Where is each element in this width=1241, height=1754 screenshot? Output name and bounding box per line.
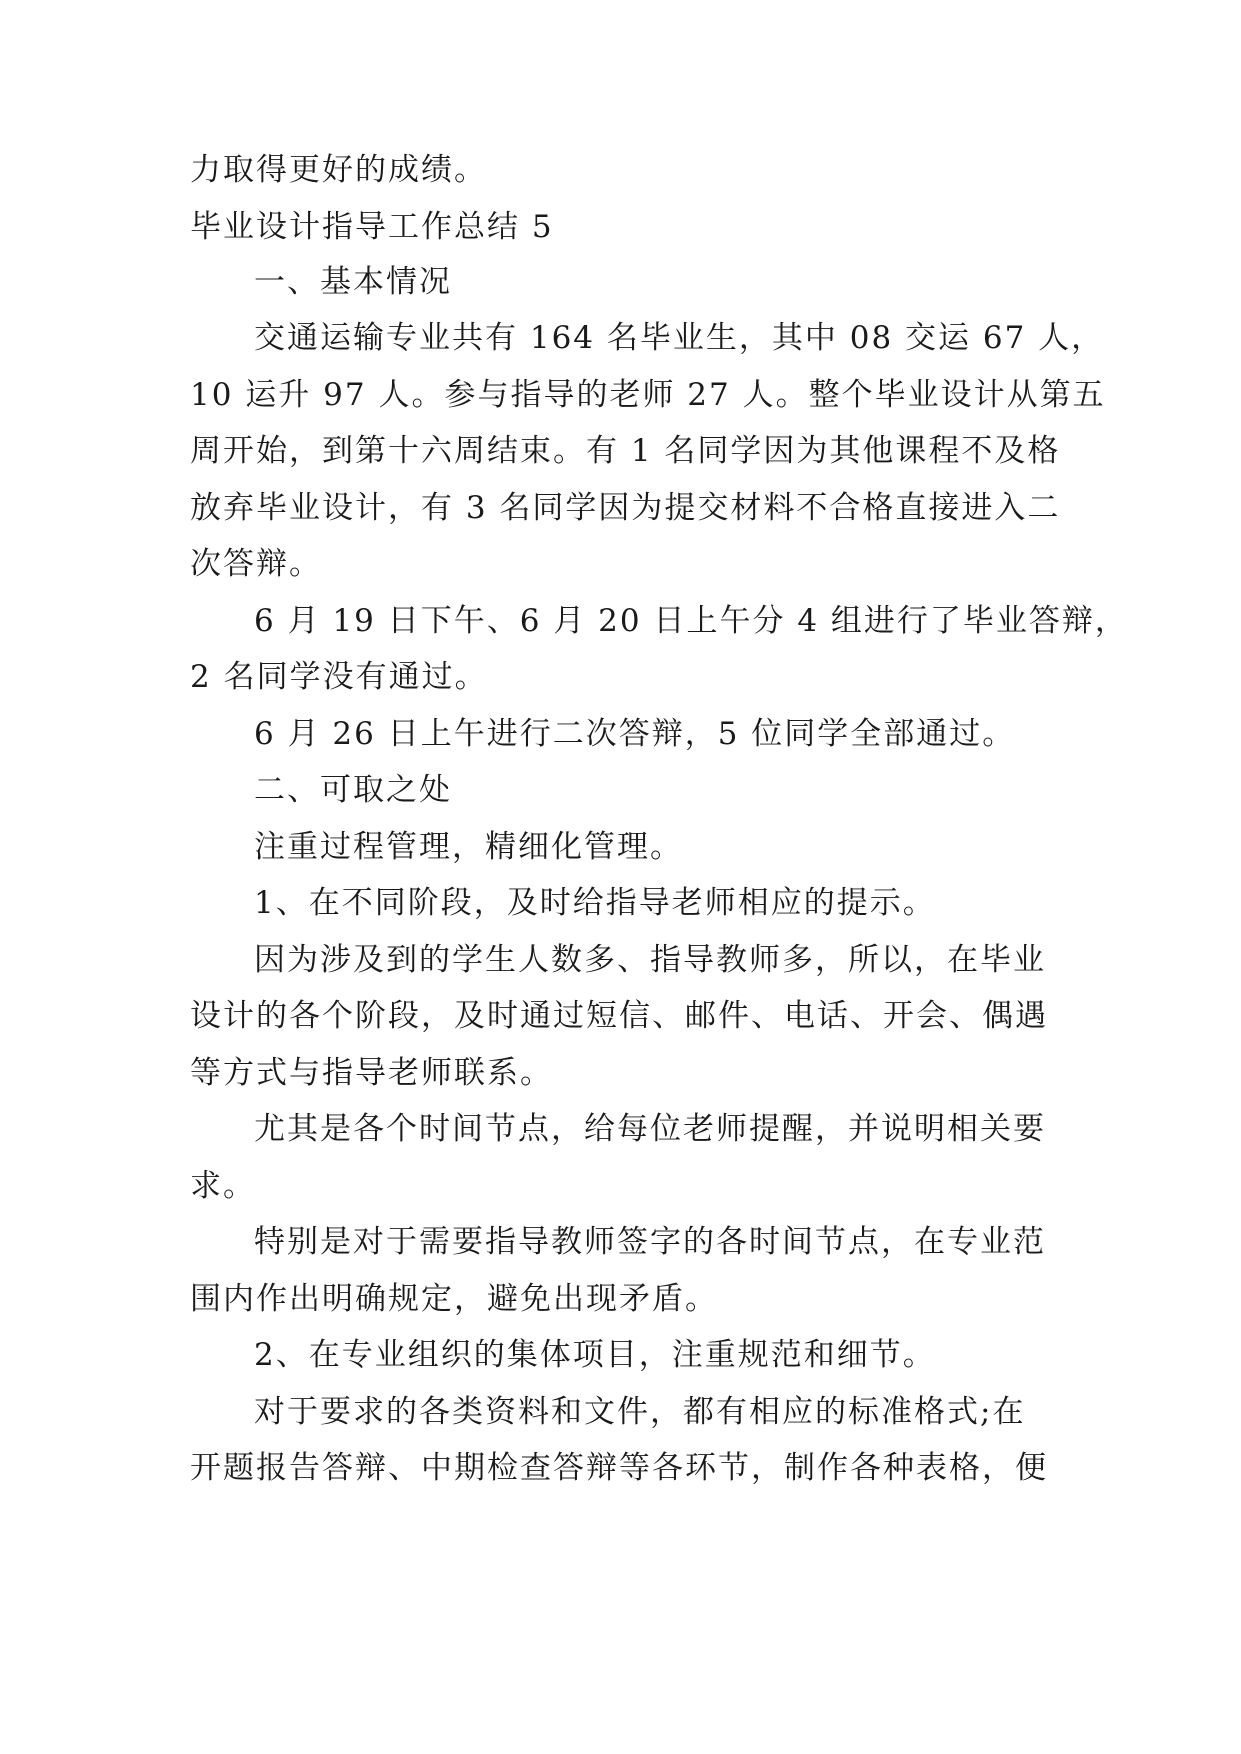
text-line: 2、在专业组织的集体项目，注重规范和细节。 [254, 1337, 936, 1373]
text-line: 特别是对于需要指导教师签字的各时间节点，在专业范 [254, 1224, 1046, 1260]
text-line: 放弃毕业设计，有 3 名同学因为提交材料不合格直接进入二 [190, 490, 1061, 526]
text-line: 围内作出明确规定，避免出现矛盾。 [190, 1281, 718, 1317]
text-line: 对于要求的各类资料和文件，都有相应的标准格式;在 [254, 1394, 1026, 1430]
text-line: 设计的各个阶段，及时通过短信、邮件、电话、开会、偶遇 [190, 998, 1048, 1034]
text-line: 开题报告答辩、中期检查答辩等各环节，制作各种表格，便 [190, 1450, 1048, 1486]
text-line: 10 运升 97 人。参与指导的老师 27 人。整个毕业设计从第五 [190, 377, 1106, 413]
text-line: 力取得更好的成绩。 [190, 152, 487, 188]
text-line: 6 月 26 日上午进行二次答辩，5 位同学全部通过。 [254, 716, 1016, 752]
text-line: 因为涉及到的学生人数多、指导教师多，所以，在毕业 [254, 942, 1046, 978]
text-line: 交通运输专业共有 164 名毕业生，其中 08 交运 67 人， [254, 320, 1105, 356]
heading-merits: 二、可取之处 [254, 772, 452, 808]
text-line: 尤其是各个时间节点，给每位老师提醒，并说明相关要 [254, 1111, 1046, 1147]
text-line: 6 月 19 日下午、6 月 20 日上午分 4 组进行了毕业答辩， [254, 603, 1128, 639]
text-line: 求。 [190, 1168, 256, 1204]
section-title: 毕业设计指导工作总结 5 [190, 209, 554, 245]
text-line: 周开始，到第十六周结束。有 1 名同学因为其他课程不及格 [190, 433, 1061, 469]
text-line: 等方式与指导老师联系。 [190, 1055, 553, 1091]
heading-basic-info: 一、基本情况 [254, 264, 452, 300]
text-line: 1、在不同阶段，及时给指导老师相应的提示。 [254, 885, 936, 921]
text-line: 注重过程管理，精细化管理。 [254, 829, 683, 865]
text-line: 次答辩。 [190, 546, 322, 582]
text-line: 2 名同学没有通过。 [190, 659, 488, 695]
